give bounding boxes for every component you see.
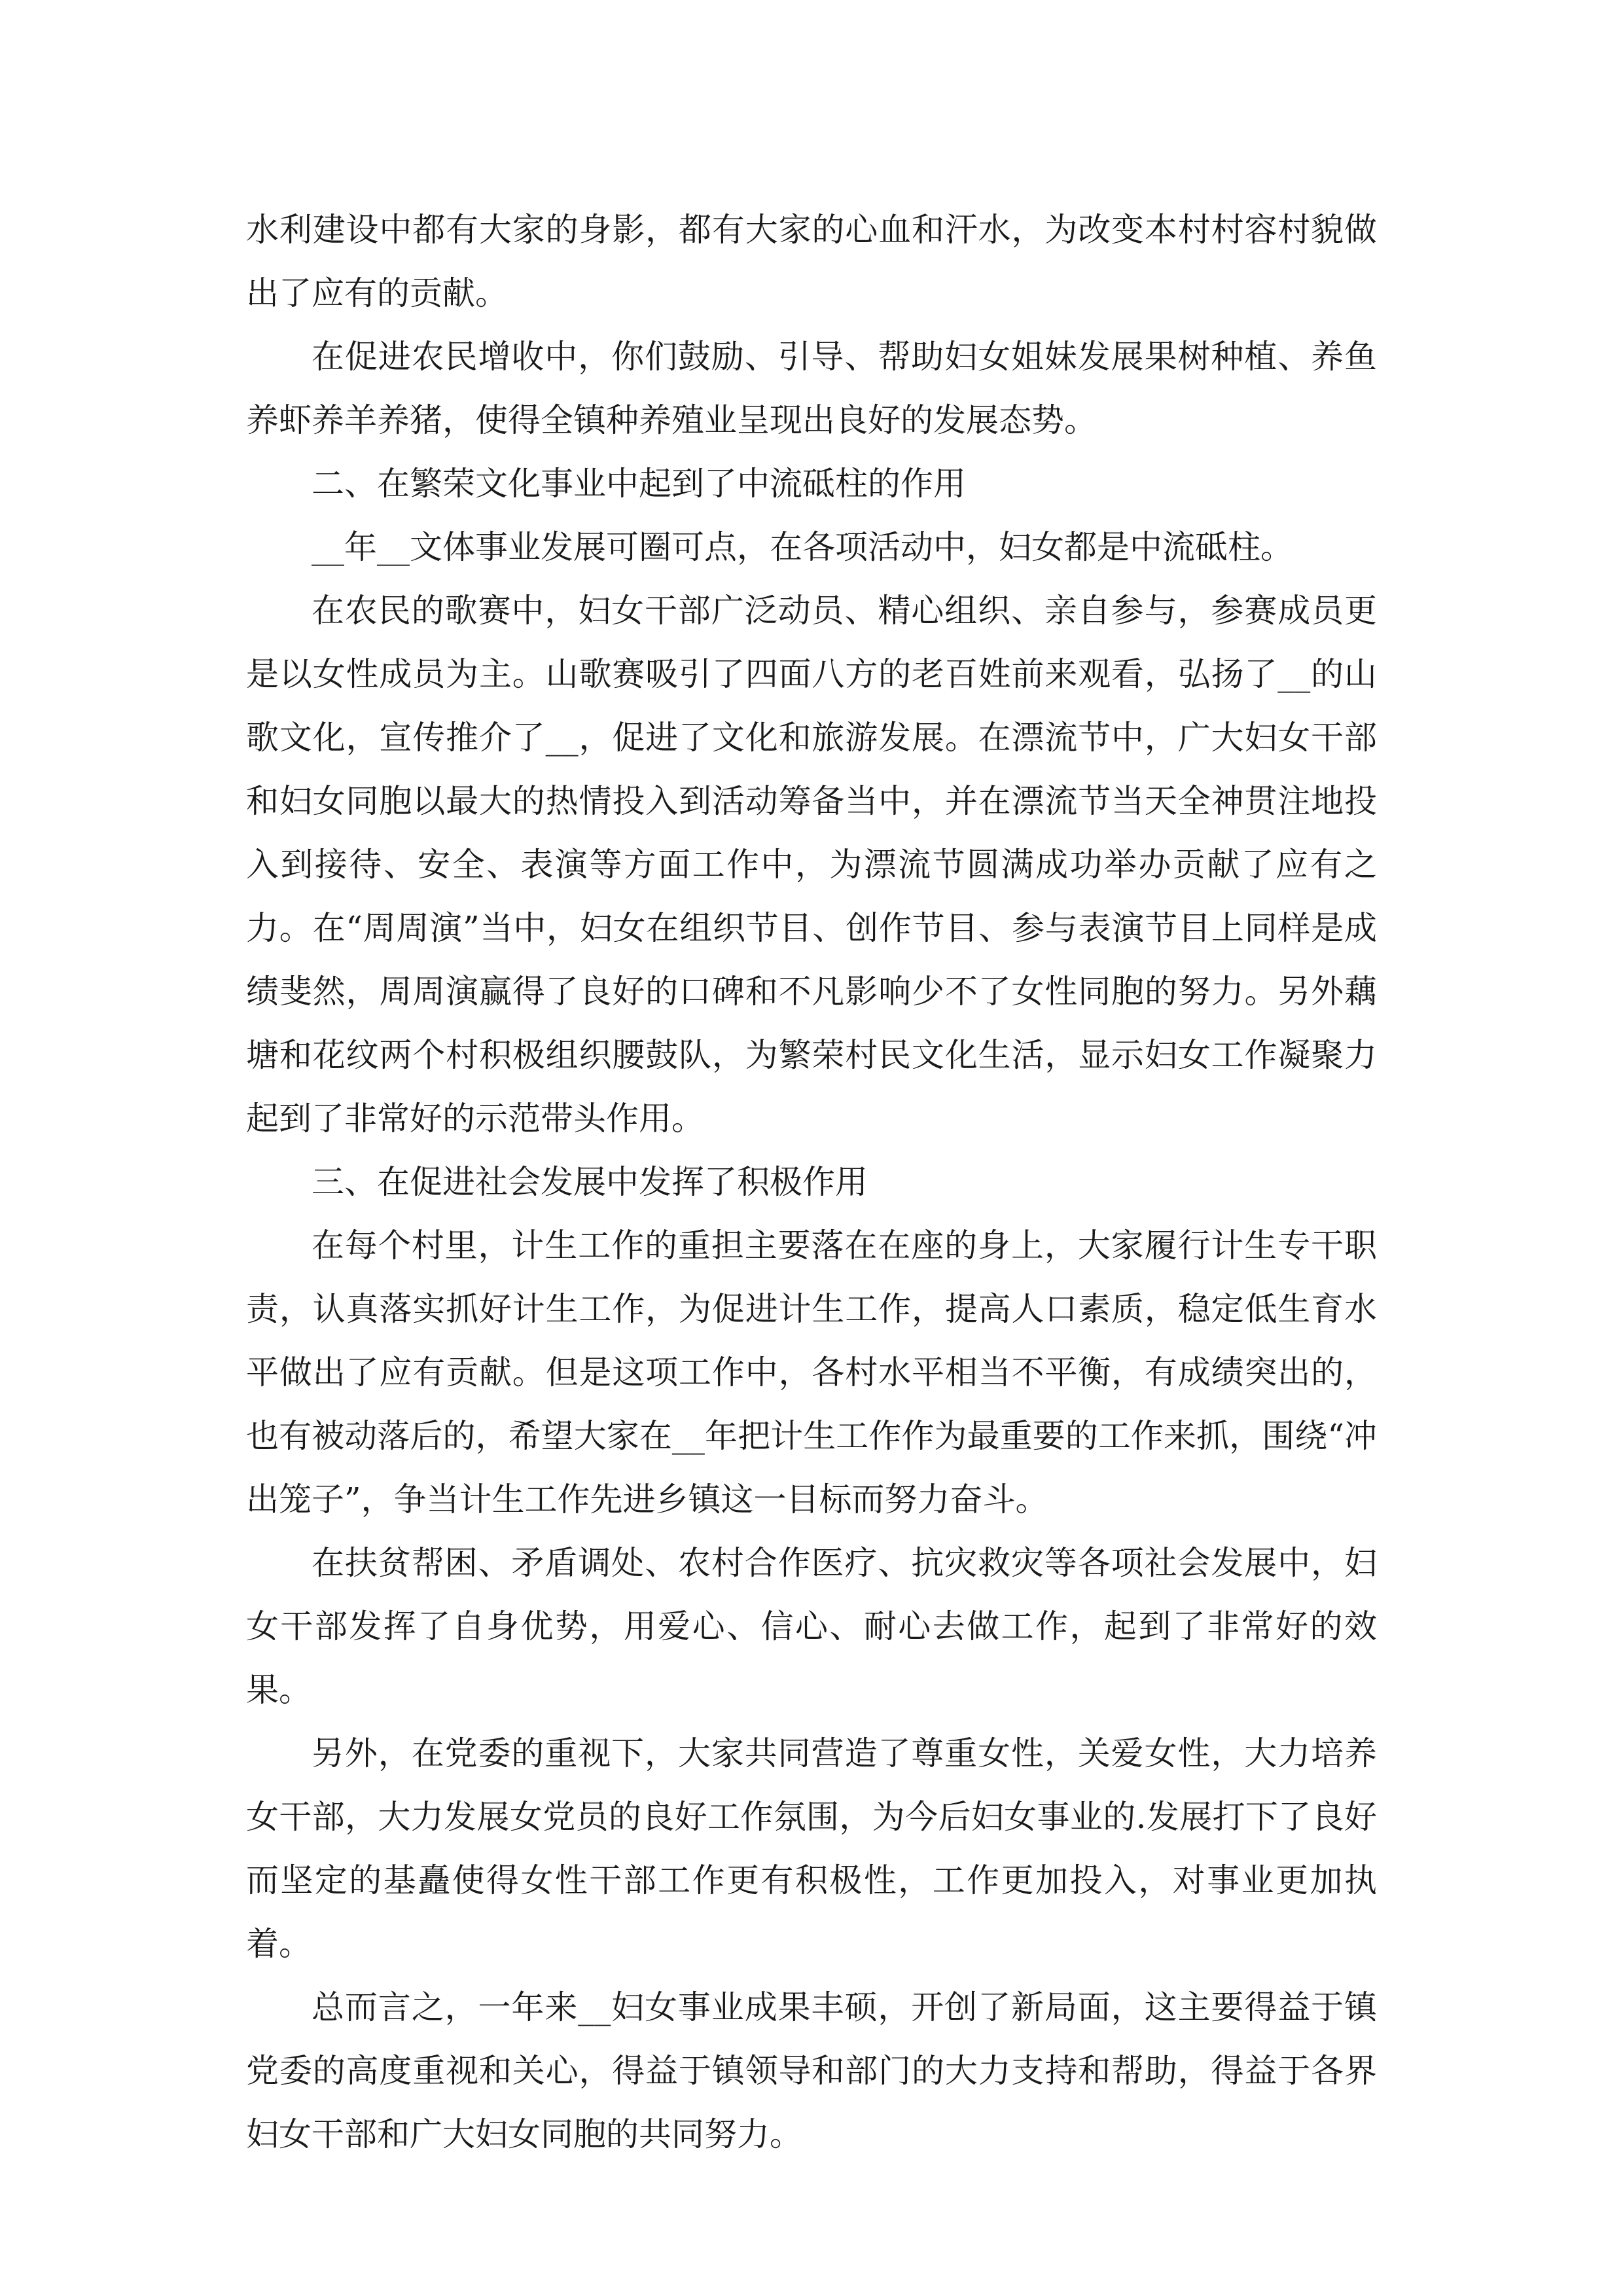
section-heading: 三、在促进社会发展中发挥了积极作用 (312, 1163, 868, 1201)
section-heading: 二、在繁荣文化事业中起到了中流砥柱的作用 (312, 465, 966, 503)
paragraph: 总而言之，一年来__妇女事业成果丰硕，开创了新局面，这主要得益于镇党委的高度重视和关心，得益于镇领导和部门的大力支持和帮助，得益于各界妇女干部和广大妇女同胞的共同努力。 (246, 1988, 1377, 2153)
paragraph: 在每个村里，计生工作的重担主要落在在座的身上，大家履行计生专干职责，认真落实抓好计生工作，为促进计生工作，提高人口素质，稳定低生育水平做出了应有贡献。但是这项工作中，各村水平相当不平衡，有成绩突出的，也有被动落后的，希望大家在__年把计生工作作为最重要的工作来抓，围绕“冲出笼子”，争当计生工作先进乡镇这一目标而努力奋斗。 (246, 1227, 1377, 1518)
paragraph: 在促进农民增收中，你们鼓励、引导、帮助妇女姐妹发展果树种植、养鱼养虾养羊养猪，使得全镇种养殖业呈现出良好的发展态势。 (246, 338, 1377, 439)
paragraph-continuation: 水利建设中都有大家的身影，都有大家的心血和汗水，为改变本村村容村貌做出了应有的贡献。 (246, 211, 1377, 312)
paragraph: __年__文体事业发展可圈可点，在各项活动中，妇女都是中流砥柱。 (312, 528, 1293, 566)
paragraph: 在农民的歌赛中，妇女干部广泛动员、精心组织、亲自参与，参赛成员更是以女性成员为主。山歌赛吸引了四面八方的老百姓前来观看，弘扬了__的山歌文化，宣传推介了__，促进了文化和旅游发展。在漂流节中，广大妇女干部和妇女同胞以最大的热情投入到活动筹备当中，并在漂流节当天全神贯注地投入到接待、安全、表演等方面工作中，为漂流节圆满成功举办贡献了应有之力。在“周周演”当中，妇女在组织节目、创作节目、参与表演节目上同样是成绩斐然，周周演赢得了良好的口碑和不凡影响少不了女性同胞的努力。另外藕塘和花纹两个村积极组织腰鼓队，为繁荣村民文化生活，显示妇女工作凝聚力起到了非常好的示范带头作用。 (246, 592, 1377, 1138)
paragraph: 在扶贫帮困、矛盾调处、农村合作医疗、抗灾救灾等各项社会发展中，妇女干部发挥了自身优势，用爱心、信心、耐心去做工作，起到了非常好的效果。 (246, 1544, 1377, 1709)
document-body (246, 198, 1377, 2166)
paragraph: 另外，在党委的重视下，大家共同营造了尊重女性，关爱女性，大力培养女干部，大力发展女党员的良好工作氛围，为今后妇女事业的.发展打下了良好而坚定的基矗使得女性干部工作更有积极性，工作更加投入，对事业更加执着。 (246, 1734, 1377, 1963)
